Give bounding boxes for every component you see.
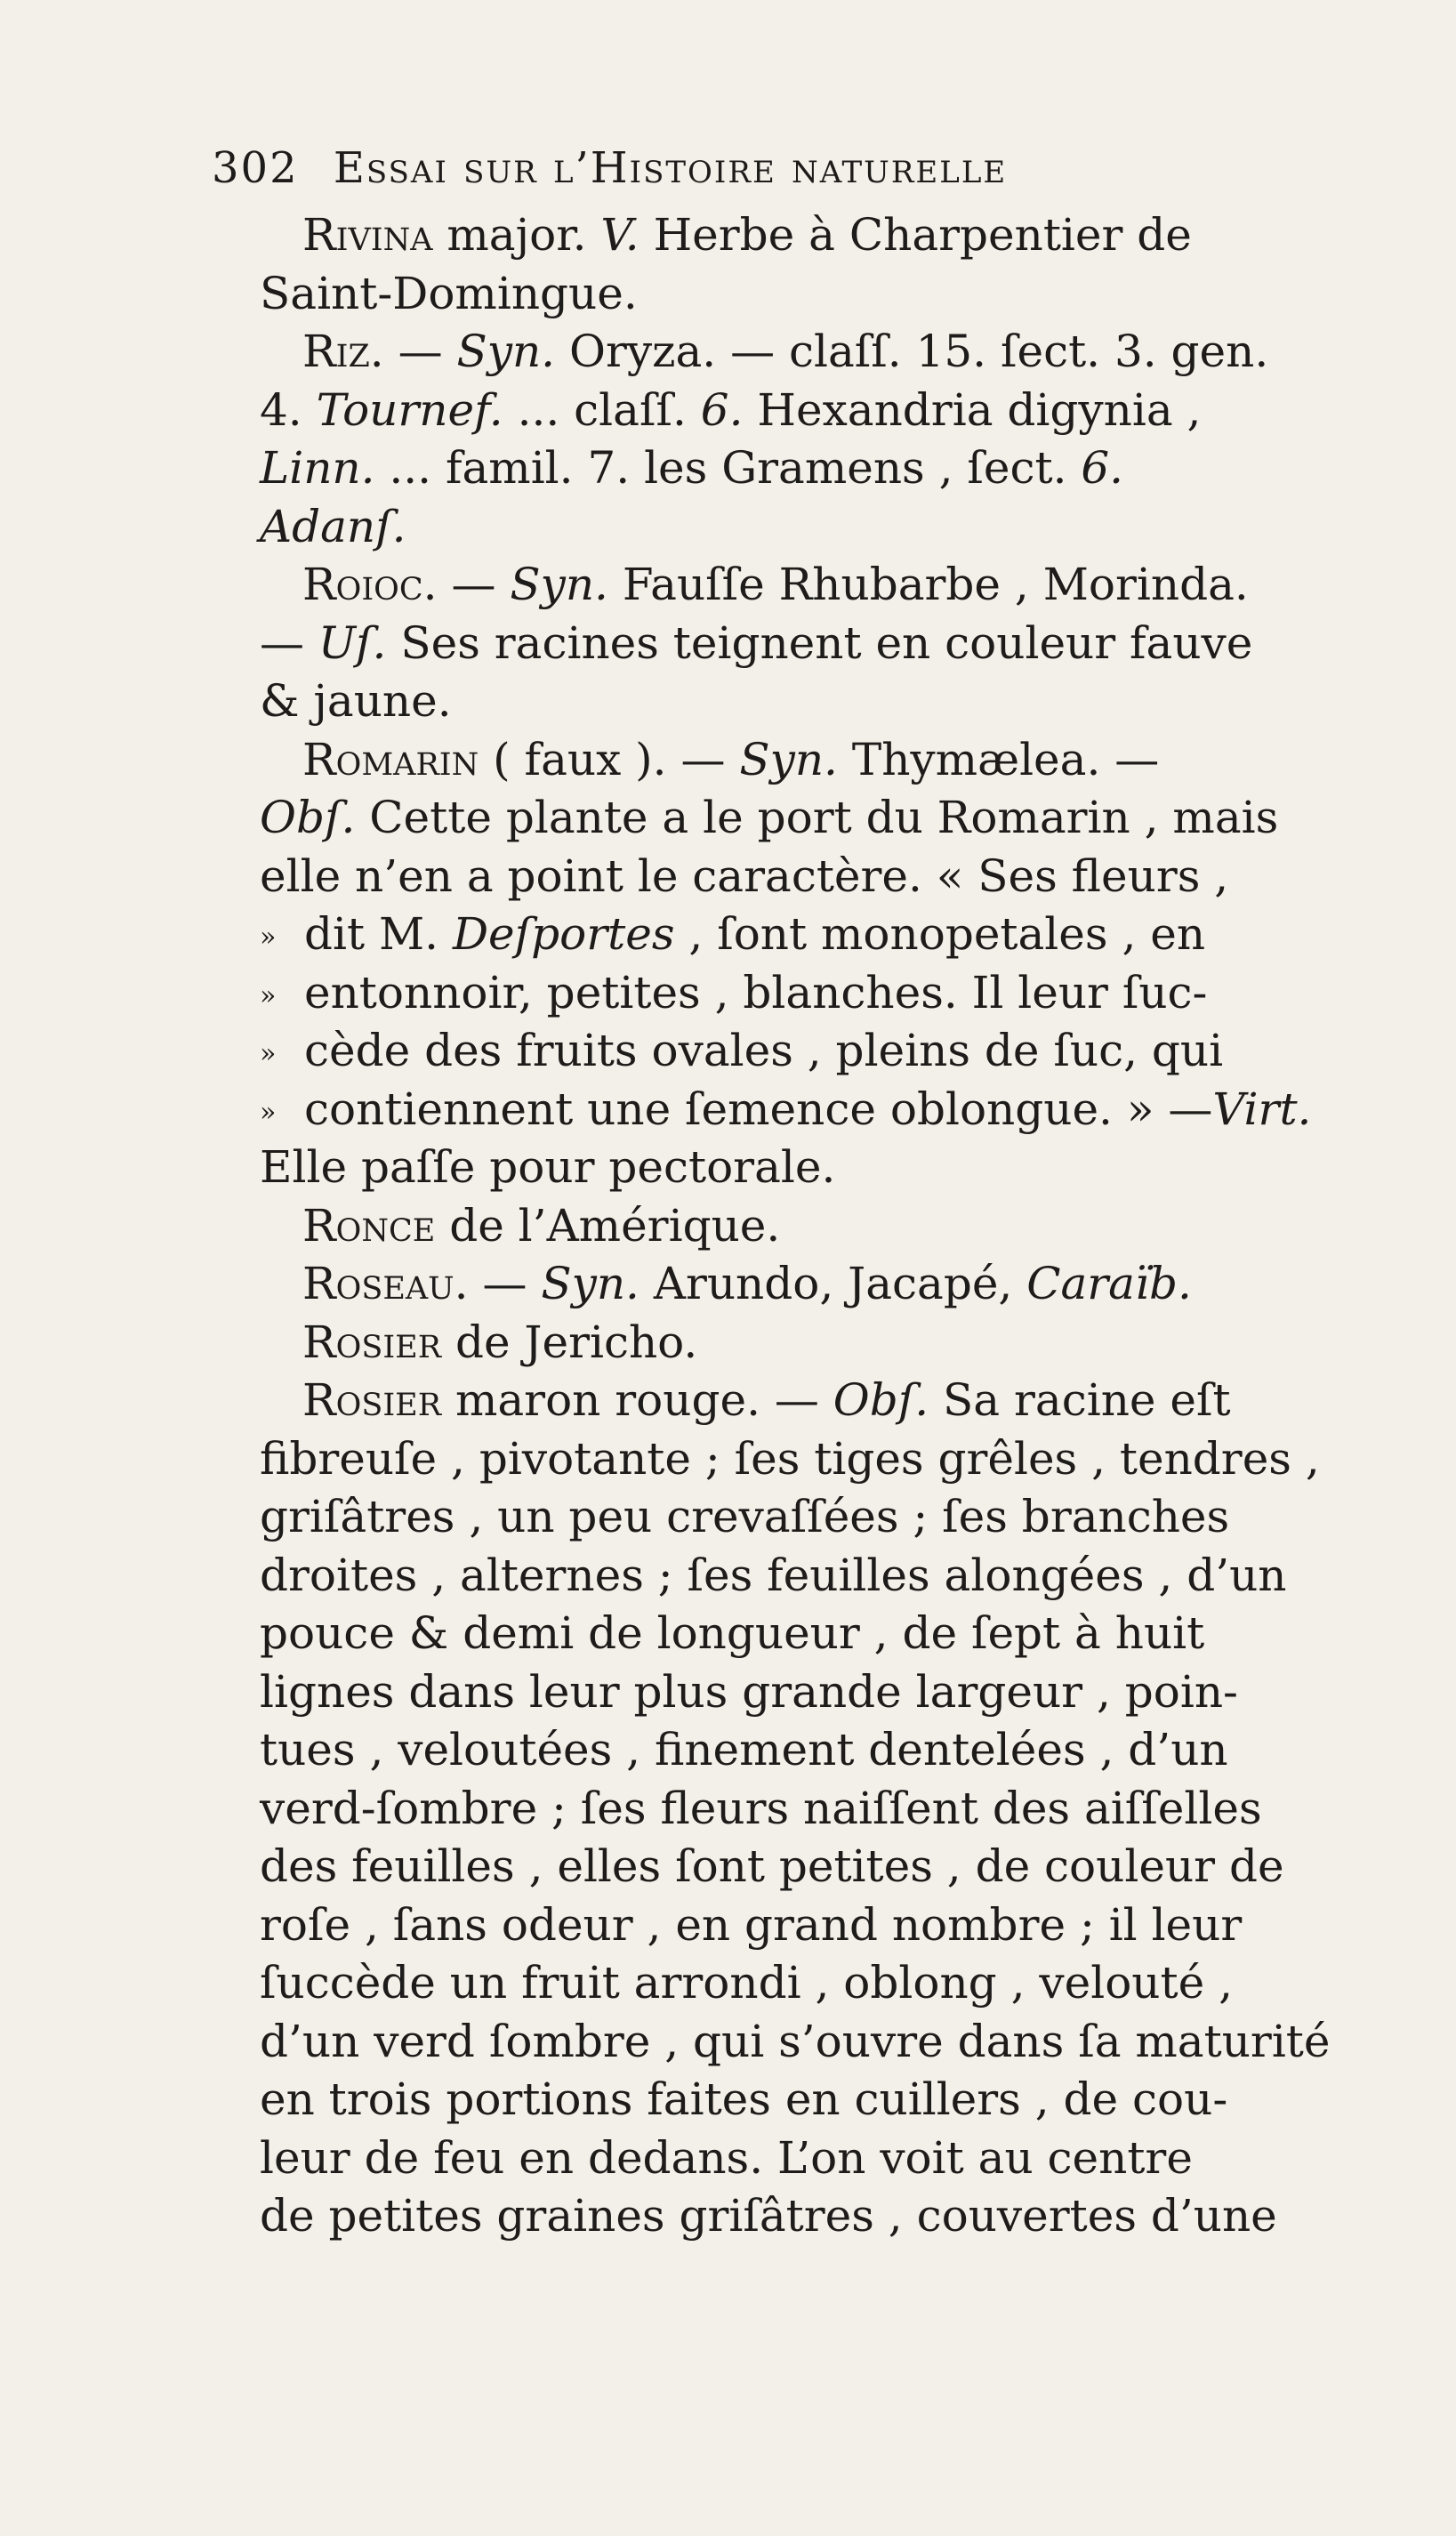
text-line: Ronce de l’Amérique. — [302, 1199, 781, 1252]
quote-mark: » — [260, 922, 277, 953]
quoted-line: » cède des fruits ovales , pleins de ſuc, qui — [260, 1022, 1363, 1081]
entry-headword: Riz. — [302, 326, 384, 377]
entry-headword: Romarin — [302, 733, 479, 785]
text-line: 4. Tournef. ... claſſ. 6. Hexandria digynia , — [260, 383, 1202, 436]
text-line: ſuccède un fruit arrondi , oblong , velouté , — [260, 1957, 1233, 2009]
text-line: de petites graines griſâtres , couvertes d’une — [260, 2190, 1277, 2242]
text-line: en trois portions faites en cuillers , de cou- — [260, 2073, 1228, 2125]
text-line: & jaune. — [260, 675, 452, 727]
page-number: 302 — [212, 143, 299, 193]
text-line: Obſ. Cette plante a le port du Romarin , mais — [260, 792, 1279, 843]
quoted-line: » dit M. Deſportes , ſont monopetales , en — [260, 906, 1363, 964]
text-line: Adanſ. — [260, 500, 406, 552]
text-line: elle n’en a point le caractère. « Ses fleurs , — [260, 849, 1229, 902]
entry-headword: Rosier — [302, 1374, 442, 1426]
text-line: Saint-Domingue. — [260, 267, 638, 319]
entry-headword: Rosier — [302, 1316, 442, 1368]
text-line: Rosier de Jericho. — [302, 1316, 698, 1368]
text-line: — Uſ. Ses racines teignent en couleur fauve — [260, 616, 1253, 669]
text-line: Romarin ( faux ). — Syn. Thymælea. — — [302, 733, 1160, 785]
text-line: Roseau. — Syn. Arundo, Jacapé, Caraïb. — [302, 1258, 1192, 1309]
quote-mark: » — [260, 1096, 277, 1128]
running-head — [212, 143, 1386, 193]
text-line: d’un verd ſombre , qui s’ouvre dans ſa maturité — [260, 2015, 1331, 2067]
text-line: griſâtres , un peu crevaſſées ; ſes branches — [260, 1491, 1230, 1542]
quote-mark: » — [260, 979, 277, 1011]
text-line: Rosier maron rouge. — Obſ. Sa racine eſt — [302, 1374, 1231, 1426]
quoted-line: » contiennent une ſemence oblongue. » —Virt. — [260, 1081, 1363, 1139]
quoted-line: » entonnoir, petites , blanches. Il leur ſuc- — [260, 964, 1363, 1023]
entry-headword: Ronce — [302, 1199, 436, 1252]
entry-headword: Rivina — [302, 209, 433, 261]
text-line: Elle paſſe pour pectorale. — [260, 1141, 836, 1193]
text-line: leur de feu en dedans. L’on voit au centre — [260, 2131, 1193, 2184]
text-line: Linn. ... famil. 7. les Gramens , ſect. 6. — [260, 442, 1124, 494]
text-line: Riz. — Syn. Oryza. — claſſ. 15. ſect. 3. gen. — [302, 326, 1269, 377]
entry-headword: Roseau. — [302, 1258, 469, 1309]
text-line: roſe , ſans odeur , en grand nombre ; il leur — [260, 1898, 1243, 1951]
text-line: droites , alternes ; ſes feuilles alongées , d’un — [260, 1549, 1287, 1601]
text-line: lignes dans leur plus grande largeur , poin- — [260, 1665, 1238, 1718]
text-line: pouce & demi de longueur , de ſept à huit — [260, 1607, 1205, 1659]
text-line: fibreuſe , pivotante ; ſes tiges grêles , tendres , — [260, 1432, 1320, 1485]
quote-mark: » — [260, 1038, 277, 1069]
running-title: Essai sur l’Histoire naturelle — [333, 143, 1008, 193]
text-line: verd-ſombre ; ſes fleurs naiſſent des aiſſelles — [260, 1782, 1262, 1834]
body-text — [260, 206, 1363, 2246]
text-line: tues , veloutées , finement dentelées , d’un — [260, 1724, 1228, 1775]
text-line: Rivina major. V. Herbe à Charpentier de — [302, 209, 1192, 261]
text-line: Roioc. — Syn. Fauſſe Rhubarbe , Morinda. — [302, 559, 1249, 610]
text-line: des feuilles , elles ſont petites , de couleur de — [260, 1840, 1284, 1892]
entry-headword: Roioc. — [302, 559, 438, 610]
